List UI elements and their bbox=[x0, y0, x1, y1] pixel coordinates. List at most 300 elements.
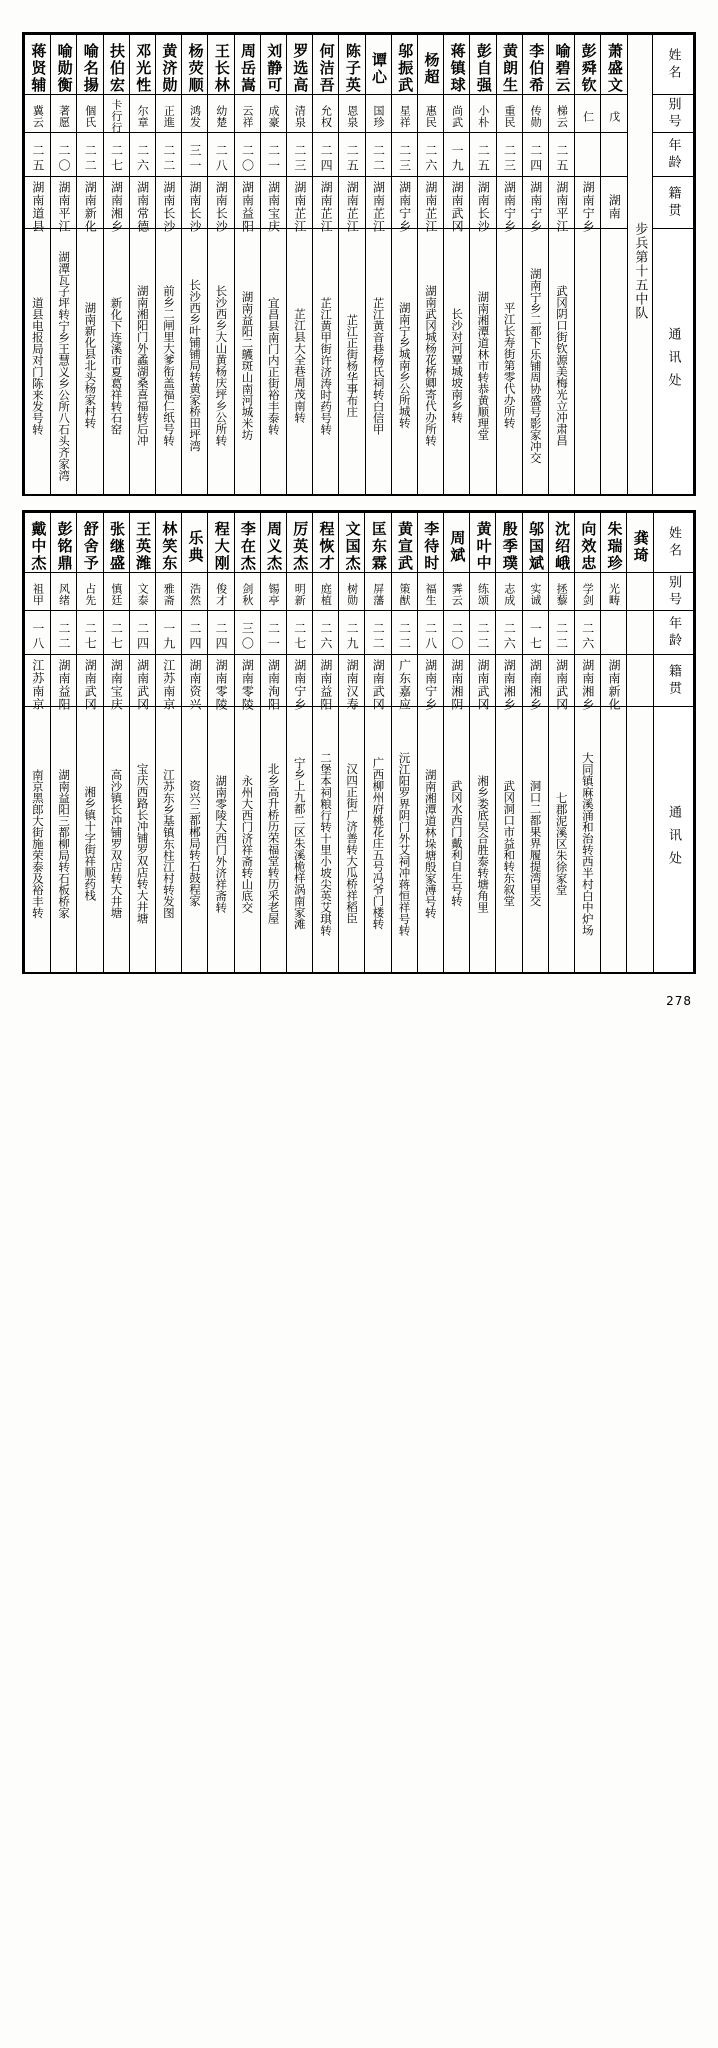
cell-name bbox=[522, 513, 548, 573]
cell-address bbox=[25, 707, 51, 973]
origin-text: 湖南芷江 bbox=[292, 181, 307, 233]
address-text: 北乡高升桥历荣福堂转历采老屋 bbox=[266, 763, 281, 924]
cell-name bbox=[601, 513, 627, 573]
alias-text: 福生 bbox=[424, 583, 438, 606]
origin-text: 湖南武冈 bbox=[476, 659, 491, 711]
address-text: 资兴三都郴局转石鼓程家 bbox=[188, 780, 203, 907]
cell-age bbox=[155, 611, 181, 655]
cell-alias bbox=[287, 95, 313, 133]
cell-origin bbox=[444, 655, 470, 711]
alias-text: 锡亭 bbox=[267, 583, 280, 606]
cell-origin bbox=[575, 177, 601, 233]
age-text: 二四 bbox=[135, 621, 150, 652]
cell-alias bbox=[103, 573, 129, 611]
cell-address bbox=[365, 229, 391, 495]
cell-name bbox=[77, 35, 103, 95]
cell-alias bbox=[25, 573, 51, 611]
cell-name bbox=[548, 513, 574, 573]
cell-origin bbox=[391, 655, 417, 711]
age-text: 二二 bbox=[57, 621, 72, 652]
age-text: 二二 bbox=[161, 143, 176, 174]
cell-alias bbox=[313, 573, 339, 611]
cell-alias bbox=[260, 95, 286, 133]
header-address bbox=[652, 229, 693, 495]
origin-text: 湖南长沙 bbox=[214, 181, 229, 233]
cell-name bbox=[496, 35, 522, 95]
address-text: 高沙镇长冲铺罗双店转大井塘 bbox=[109, 768, 124, 919]
alias-text: 幼楚 bbox=[214, 105, 228, 128]
origin-text: 湖南湘阴 bbox=[449, 659, 464, 711]
address-text: 道县电报局对门陈来发号转 bbox=[30, 296, 45, 435]
cell-address bbox=[522, 707, 548, 973]
address-text: 宝庆西路长冲铺罗双店转大井塘 bbox=[135, 763, 150, 924]
name-text: 刘静可 bbox=[265, 43, 284, 94]
cell-age bbox=[208, 611, 234, 655]
origin-text: 湖南益阳 bbox=[57, 659, 72, 711]
cell-address bbox=[574, 707, 600, 973]
cell-address bbox=[51, 229, 77, 495]
cell-origin bbox=[155, 655, 181, 711]
origin-text: 湖南平江 bbox=[57, 181, 72, 233]
cell-address bbox=[496, 707, 522, 973]
origin-text: 湖南平江 bbox=[554, 181, 569, 233]
origin-text: 湖南宝庆 bbox=[109, 659, 124, 711]
origin-text: 湖南常德 bbox=[135, 181, 150, 233]
name-text: 喻名揚 bbox=[81, 43, 100, 94]
alias-text: 拯藜 bbox=[555, 583, 569, 606]
origin-text: 湖南武冈 bbox=[83, 659, 98, 711]
cell-origin bbox=[522, 177, 548, 233]
alias-text: 光畴 bbox=[607, 583, 621, 606]
cell-address bbox=[444, 229, 470, 495]
cell-name bbox=[260, 513, 286, 573]
alias-text: 策猷 bbox=[397, 583, 411, 606]
age-text: 一九 bbox=[161, 621, 176, 652]
cell-name bbox=[470, 35, 496, 95]
age-text: 二〇 bbox=[57, 143, 72, 174]
cell-address bbox=[234, 707, 260, 973]
cell-alias bbox=[627, 573, 653, 611]
origin-text: 湖南零陵 bbox=[214, 659, 229, 711]
name-text: 乐典 bbox=[186, 529, 205, 564]
address-text: 湖南零陵大西门外济祥斋转 bbox=[214, 774, 229, 913]
age-text: 二二 bbox=[476, 621, 491, 652]
cell-alias bbox=[208, 95, 234, 133]
address-text: 广西柳州府桃花庄五号冯爷门楼转 bbox=[371, 757, 386, 930]
name-text: 邓光性 bbox=[134, 43, 153, 94]
header-alias-text: 别号 bbox=[666, 574, 681, 609]
origin-text: 湖南宁乡 bbox=[581, 181, 596, 233]
cell-address bbox=[103, 707, 129, 973]
name-text: 匡东霖 bbox=[369, 521, 388, 572]
alias-text: 成豪 bbox=[267, 105, 281, 128]
header-name bbox=[653, 513, 694, 573]
cell-origin bbox=[601, 655, 627, 711]
cell-alias bbox=[601, 95, 627, 133]
cell-address bbox=[365, 707, 391, 973]
cell-origin bbox=[287, 177, 313, 233]
cell-alias bbox=[339, 573, 365, 611]
cell-age bbox=[522, 133, 548, 177]
cell-alias bbox=[549, 95, 575, 133]
cell-address bbox=[417, 707, 443, 973]
cell-address bbox=[391, 707, 417, 973]
cell-name bbox=[77, 513, 103, 573]
name-text: 周岳嵩 bbox=[239, 43, 258, 94]
cell-age bbox=[234, 611, 260, 655]
cell-alias bbox=[155, 573, 181, 611]
cell-address bbox=[182, 707, 208, 973]
cell-name bbox=[234, 35, 260, 95]
header-alias bbox=[653, 573, 694, 611]
address-text: 长沙西乡叶铺铺局转黄家桥田坪湾 bbox=[188, 279, 203, 452]
cell-origin bbox=[496, 655, 522, 711]
address-text: 江苏东乡基镇东柱江村转发图 bbox=[161, 768, 176, 919]
cell-age bbox=[391, 133, 417, 177]
cell-age bbox=[260, 611, 286, 655]
origin-text: 湖南武冈 bbox=[450, 181, 465, 233]
cell-alias bbox=[234, 573, 260, 611]
alias-text: 鸿发 bbox=[188, 105, 202, 128]
cell-address bbox=[496, 229, 522, 495]
cell-alias bbox=[444, 573, 470, 611]
cell-origin bbox=[77, 177, 103, 233]
address-text: 武冈阴口街钦源美梅光立冲肃昌 bbox=[554, 285, 569, 446]
name-text: 陈子英 bbox=[343, 43, 362, 94]
cell-address bbox=[25, 229, 51, 495]
unit-label-cell bbox=[627, 35, 652, 495]
address-text: 湖南湘潭道林垛塘殷家溥号转 bbox=[423, 768, 438, 919]
alias-text: 占先 bbox=[83, 583, 97, 606]
age-text: 三一 bbox=[188, 143, 203, 174]
cell-name bbox=[234, 513, 260, 573]
cell-alias bbox=[444, 95, 470, 133]
name-text: 张继盛 bbox=[107, 521, 126, 572]
origin-text: 湖南芷江 bbox=[345, 181, 360, 233]
alias-text: 冀云 bbox=[31, 105, 45, 128]
cell-age bbox=[575, 133, 601, 177]
alias-text: 星祥 bbox=[398, 105, 412, 128]
cell-origin bbox=[234, 655, 260, 711]
cell-address bbox=[339, 229, 365, 495]
cell-alias bbox=[601, 573, 627, 611]
alias-text: 剑秋 bbox=[240, 583, 254, 606]
cell-alias bbox=[51, 573, 77, 611]
cell-alias bbox=[365, 95, 391, 133]
header-origin bbox=[653, 655, 694, 707]
alias-text: 传勋 bbox=[529, 105, 543, 128]
name-text: 黄朗生 bbox=[501, 43, 520, 94]
cell-origin bbox=[182, 655, 208, 711]
cell-name bbox=[287, 35, 313, 95]
cell-name bbox=[286, 513, 312, 573]
cell-address bbox=[208, 229, 234, 495]
cell-origin bbox=[549, 177, 575, 233]
origin-text: 湖南湘乡 bbox=[528, 659, 543, 711]
cell-name bbox=[103, 35, 129, 95]
age-text: 一八 bbox=[30, 621, 45, 652]
cell-origin bbox=[470, 177, 496, 233]
alias-text: 霁云 bbox=[450, 583, 464, 606]
cell-origin bbox=[103, 655, 129, 711]
address-text: 湖南宁乡城南乡公所城转 bbox=[397, 302, 412, 429]
origin-text: 湖南湘乡 bbox=[580, 659, 595, 711]
age-text: 二三 bbox=[397, 143, 412, 174]
alias-text: 志成 bbox=[502, 583, 516, 606]
age-text: 二五 bbox=[30, 143, 45, 174]
address-text: 湖南湘潭道林市转恭黄顺理堂 bbox=[476, 290, 491, 441]
alias-text: 允权 bbox=[319, 105, 333, 128]
origin-text: 湖南道县 bbox=[30, 181, 45, 233]
cell-age bbox=[444, 133, 470, 177]
cell-age bbox=[25, 611, 51, 655]
cell-name bbox=[522, 35, 548, 95]
cell-origin bbox=[156, 177, 182, 233]
cell-origin bbox=[286, 655, 312, 711]
name-text: 文国杰 bbox=[343, 521, 362, 572]
cell-origin bbox=[417, 655, 443, 711]
origin-text: 湖南宁乡 bbox=[528, 181, 543, 233]
header-address-text: 通讯处 bbox=[665, 327, 681, 396]
age-text: 二四 bbox=[214, 621, 229, 652]
origin-text: 湖南益阳 bbox=[240, 181, 255, 233]
alias-text: 雅斋 bbox=[162, 583, 176, 606]
cell-alias bbox=[470, 573, 496, 611]
cell-origin bbox=[627, 655, 653, 707]
cell-origin bbox=[496, 177, 522, 233]
name-text: 杨荧顺 bbox=[186, 43, 205, 94]
cell-age bbox=[313, 133, 339, 177]
alias-text: 文泰 bbox=[136, 583, 150, 606]
origin-text: 湖南资兴 bbox=[187, 659, 202, 711]
cell-address bbox=[522, 229, 548, 495]
cell-name bbox=[129, 513, 155, 573]
cell-alias bbox=[129, 95, 155, 133]
age-text: 二四 bbox=[319, 143, 334, 174]
cell-address bbox=[103, 229, 129, 495]
origin-text: 湖南洵阳 bbox=[266, 659, 281, 711]
name-text: 谭心 bbox=[370, 51, 389, 86]
cell-origin bbox=[365, 655, 391, 711]
age-text: 二五 bbox=[554, 143, 569, 174]
cell-age bbox=[470, 611, 496, 655]
name-text: 彭自强 bbox=[474, 43, 493, 94]
cell-age bbox=[391, 611, 417, 655]
cell-name bbox=[313, 513, 339, 573]
age-text: 一七 bbox=[528, 621, 543, 652]
address-text: 长沙对河覃城坡南乡转 bbox=[450, 308, 465, 423]
cell-address bbox=[287, 229, 313, 495]
cell-origin bbox=[391, 177, 417, 233]
cell-name bbox=[418, 35, 444, 95]
cell-alias bbox=[286, 573, 312, 611]
cell-origin bbox=[103, 177, 129, 233]
name-text: 周义杰 bbox=[265, 521, 284, 572]
age-text: 二〇 bbox=[240, 143, 255, 174]
header-name-text: 姓名 bbox=[666, 525, 681, 560]
cell-alias bbox=[496, 95, 522, 133]
age-text: 二八 bbox=[423, 621, 438, 652]
cell-address bbox=[155, 707, 181, 973]
name-text: 何洁吾 bbox=[317, 43, 336, 94]
cell-address bbox=[313, 707, 339, 973]
cell-alias bbox=[575, 95, 601, 133]
alias-text: 学剑 bbox=[581, 583, 595, 606]
cell-origin bbox=[548, 655, 574, 711]
cell-name bbox=[313, 35, 339, 95]
age-text: 二三 bbox=[292, 143, 307, 174]
cell-address bbox=[129, 707, 155, 973]
cell-address bbox=[260, 707, 286, 973]
cell-name bbox=[365, 35, 391, 95]
name-text: 李待时 bbox=[422, 521, 441, 572]
address-text: 湖潭瓦子坪转宁乡王慧义乡公所八石头齐家湾 bbox=[57, 250, 72, 481]
origin-text: 江苏南京 bbox=[30, 659, 45, 711]
name-text: 彭舜钦 bbox=[579, 43, 598, 94]
origin-text: 湖南宁乡 bbox=[423, 659, 438, 711]
address-text: 宁乡上九都二区朱溪桅样涡南家滩 bbox=[292, 757, 307, 930]
origin-text: 湖南益阳 bbox=[318, 659, 333, 711]
cell-name bbox=[549, 35, 575, 95]
cell-address bbox=[77, 229, 103, 495]
cell-age bbox=[129, 133, 155, 177]
cell-alias bbox=[496, 573, 522, 611]
alias-text: 恩泉 bbox=[345, 105, 359, 128]
cell-age bbox=[601, 133, 627, 177]
address-text: 沅江阳罗界阴门外艾祠冲蒋恒祥号转 bbox=[397, 751, 412, 936]
cell-alias bbox=[417, 573, 443, 611]
cell-origin bbox=[25, 177, 51, 233]
address-text: 湖南湘阳门外蟊湖桑喜福转后冲 bbox=[135, 285, 150, 446]
cell-address bbox=[470, 707, 496, 973]
name-text: 向效忠 bbox=[579, 521, 598, 572]
alias-text: 慎廷 bbox=[109, 583, 123, 606]
cell-age bbox=[418, 133, 444, 177]
cell-age bbox=[77, 133, 103, 177]
address-text: 长沙西乡大山黄杨庆坪乡公所转 bbox=[214, 285, 229, 446]
cell-age bbox=[313, 611, 339, 655]
cell-name bbox=[103, 513, 129, 573]
age-text: 二一 bbox=[266, 621, 281, 652]
cell-alias bbox=[339, 95, 365, 133]
origin-text: 湖南零陵 bbox=[240, 659, 255, 711]
cell-origin bbox=[444, 177, 470, 233]
cell-alias bbox=[182, 573, 208, 611]
cell-age bbox=[365, 611, 391, 655]
cell-name bbox=[155, 513, 181, 573]
age-text: 二七 bbox=[109, 143, 124, 174]
cell-age bbox=[522, 611, 548, 655]
name-text: 邬国斌 bbox=[526, 521, 545, 572]
cell-name bbox=[391, 513, 417, 573]
cell-alias bbox=[77, 573, 103, 611]
alias-text: 庭植 bbox=[319, 583, 333, 606]
cell-age bbox=[574, 611, 600, 655]
name-text: 萧盛文 bbox=[605, 43, 624, 94]
name-text: 朱瑞珍 bbox=[605, 521, 624, 572]
cell-alias bbox=[51, 95, 77, 133]
cell-alias bbox=[574, 573, 600, 611]
header-name-text: 姓名 bbox=[665, 47, 681, 82]
header-age bbox=[653, 611, 694, 655]
cell-address bbox=[51, 707, 77, 973]
cell-origin bbox=[182, 177, 208, 233]
header-address-text: 通讯处 bbox=[666, 805, 681, 874]
origin-text: 湖南新化 bbox=[606, 659, 621, 711]
cell-alias bbox=[522, 573, 548, 611]
cell-age bbox=[627, 611, 653, 655]
cell-address bbox=[313, 229, 339, 495]
cell-name bbox=[208, 35, 234, 95]
cell-name bbox=[444, 35, 470, 95]
name-text: 程大刚 bbox=[212, 521, 231, 572]
origin-text: 湖南武冈 bbox=[371, 659, 386, 711]
cell-name bbox=[417, 513, 443, 573]
cell-name bbox=[129, 35, 155, 95]
cell-address bbox=[548, 707, 574, 973]
name-text: 邬振武 bbox=[396, 43, 415, 94]
cell-age bbox=[339, 611, 365, 655]
cell-alias bbox=[548, 573, 574, 611]
cell-address bbox=[286, 707, 312, 973]
cell-age bbox=[496, 611, 522, 655]
origin-text: 江苏南京 bbox=[161, 659, 176, 711]
cell-origin bbox=[208, 655, 234, 711]
cell-alias bbox=[182, 95, 208, 133]
cell-alias bbox=[234, 95, 260, 133]
origin-text: 湖南湘乡 bbox=[502, 659, 517, 711]
cell-name bbox=[260, 35, 286, 95]
address-text: 汉四正街广济善转大瓜桥祥稻臣 bbox=[345, 763, 360, 924]
cell-address bbox=[208, 707, 234, 973]
cell-age bbox=[103, 133, 129, 177]
alias-text: 风绪 bbox=[57, 583, 71, 606]
header-origin-text: 籍贯 bbox=[666, 663, 681, 698]
cell-origin bbox=[418, 177, 444, 233]
cell-address bbox=[129, 229, 155, 495]
cell-address bbox=[601, 707, 627, 973]
alias-text: 云祥 bbox=[240, 105, 254, 128]
alias-text: 国珍 bbox=[371, 105, 385, 128]
alias-text: 戊 bbox=[607, 110, 621, 123]
name-text: 蒋贤辅 bbox=[29, 43, 48, 94]
cell-address bbox=[260, 229, 286, 495]
age-text: 二七 bbox=[109, 621, 124, 652]
cell-address bbox=[182, 229, 208, 495]
cell-age bbox=[548, 611, 574, 655]
alias-text: 正進 bbox=[162, 105, 176, 128]
header-name bbox=[652, 35, 693, 95]
cell-age bbox=[51, 133, 77, 177]
origin-text: 湖南汉寿 bbox=[345, 659, 360, 711]
origin-text: 湖南武冈 bbox=[135, 659, 150, 711]
cell-name bbox=[601, 35, 627, 95]
address-text: 新化下连溪市夏葛祥转石窑 bbox=[109, 296, 124, 435]
age-text: 二二 bbox=[83, 143, 98, 174]
age-text: 二二 bbox=[371, 143, 386, 174]
cell-age bbox=[182, 611, 208, 655]
roster-table-top bbox=[22, 32, 696, 496]
origin-text: 湖南宝庆 bbox=[266, 181, 281, 233]
cell-alias bbox=[208, 573, 234, 611]
address-text: 洞口二都果界履提湾里交 bbox=[528, 780, 543, 907]
cell-age bbox=[496, 133, 522, 177]
cell-alias bbox=[156, 95, 182, 133]
cell-address bbox=[549, 229, 575, 495]
cell-origin bbox=[77, 655, 103, 711]
origin-text: 湖南芷江 bbox=[423, 181, 438, 233]
header-origin-text: 籍贯 bbox=[665, 185, 681, 220]
